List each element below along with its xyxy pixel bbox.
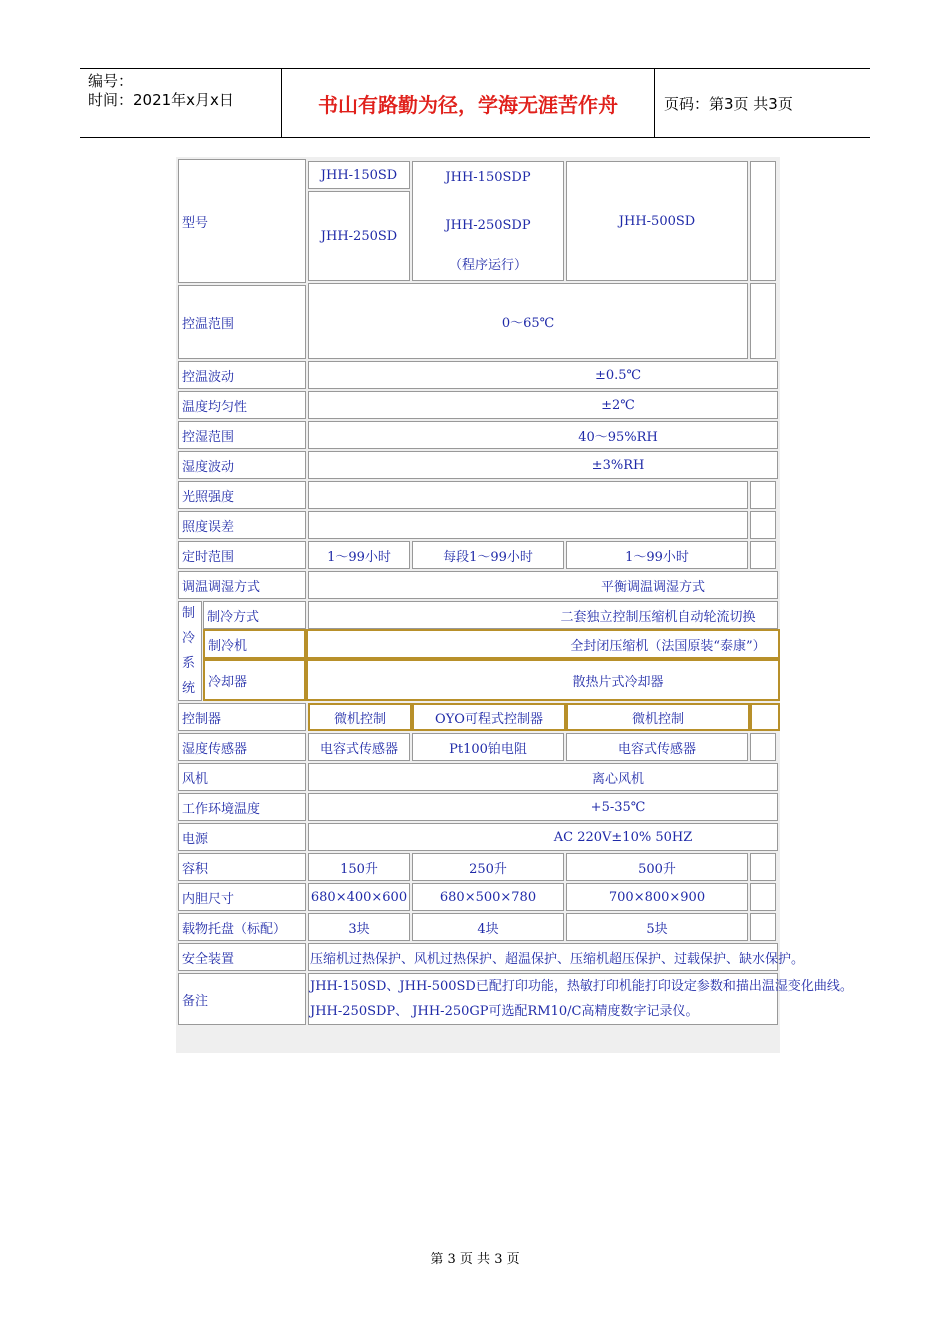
model-500sd: JHH-500SD xyxy=(566,161,748,281)
header-left xyxy=(88,69,278,140)
row-label-temp-fluct: 控温波动 xyxy=(178,361,306,389)
row-label-model: 型号 xyxy=(178,159,306,283)
row-label-trays: 载物托盘（标配） xyxy=(178,913,306,941)
volume-value-2: 250升 xyxy=(412,853,564,881)
row-label-power: 电源 xyxy=(178,823,306,851)
volume-value-3: 500升 xyxy=(566,853,748,881)
cooling-sys-char: 统 xyxy=(182,681,196,696)
timer-value-1: 1～99小时 xyxy=(308,541,410,569)
header-divider xyxy=(654,69,655,137)
row-label-temp-uniform: 温度均匀性 xyxy=(178,391,306,419)
cooling-sys-char: 制 xyxy=(182,606,196,621)
cooling-sys-char: 冷 xyxy=(182,631,196,646)
sensor-value-1: 电容式传感器 xyxy=(308,733,410,761)
fan-value: 离心风机 xyxy=(308,763,778,791)
controller-value-3: 微机控制 xyxy=(566,703,750,731)
empty-cell xyxy=(750,853,776,881)
empty-cell xyxy=(750,733,776,761)
hum-fluct-value: ±3%RH xyxy=(308,451,778,479)
empty-cell xyxy=(750,161,776,281)
row-label-temp-range: 控温范围 xyxy=(178,285,306,359)
model-250sdp: JHH-250SDP xyxy=(445,217,531,233)
cooling-mode-value: 二套独立控制压缩机自动轮流切换 xyxy=(308,601,778,629)
number-label: 编号： xyxy=(88,72,134,90)
controller-value-2: OYO可程式控制器 xyxy=(412,703,566,731)
row-label-inner-size: 内胆尺寸 xyxy=(178,883,306,911)
tray-value-2: 4块 xyxy=(412,913,564,941)
spec-table xyxy=(176,157,853,1053)
cooler-value: 散热片式冷却器 xyxy=(306,659,780,701)
empty-cell xyxy=(750,481,776,509)
cooling-sys-char: 系 xyxy=(182,656,196,671)
empty-cell xyxy=(750,283,776,359)
row-label-env-temp: 工作环境温度 xyxy=(178,793,306,821)
power-value: AC 220V±10% 50HZ xyxy=(308,823,778,851)
model-150sdp: JHH-150SDP xyxy=(445,169,531,185)
row-label-light: 光照强度 xyxy=(178,481,306,509)
note-value xyxy=(308,973,853,1025)
model-150sd: JHH-150SD xyxy=(308,161,410,189)
temp-range-value: 0～65℃ xyxy=(308,283,748,359)
empty-cell xyxy=(750,511,776,539)
light-error-value xyxy=(308,511,748,539)
row-label-hum-range: 控湿范围 xyxy=(178,421,306,449)
time-label: 时间：2021年x月x日 xyxy=(88,91,234,109)
light-value xyxy=(308,481,748,509)
temp-uniform-value: ±2℃ xyxy=(308,391,778,419)
note-line: JHH-150SD、JHH-500SD已配打印功能，热敏打印机能打印设定参数和描出温湿变化曲线。 xyxy=(310,979,853,994)
sensor-value-2: Pt100铂电阻 xyxy=(412,733,564,761)
header-motto: 书山有路勤为径，学海无涯苦作舟 xyxy=(318,92,618,117)
tray-value-1: 3块 xyxy=(308,913,410,941)
adjust-value: 平衡调温调湿方式 xyxy=(308,571,778,599)
temp-fluct-value: ±0.5℃ xyxy=(308,361,778,389)
row-label-safety: 安全装置 xyxy=(178,943,306,971)
row-label-fan: 风机 xyxy=(178,763,306,791)
empty-cell xyxy=(750,913,776,941)
header-page-info: 页码：第3页 共3页 xyxy=(664,94,793,113)
inner-size-value-2: 680×500×780 xyxy=(412,883,564,911)
row-label-cooling-system xyxy=(178,601,202,701)
row-label-sensor: 湿度传感器 xyxy=(178,733,306,761)
model-program: （程序运行） xyxy=(448,257,527,273)
model-sdp-cell xyxy=(412,161,564,281)
env-temp-value: +5-35℃ xyxy=(308,793,778,821)
safety-value: 压缩机过热保护、风机过热保护、超温保护、压缩机超压保护、过载保护、缺水保护。 xyxy=(308,943,778,971)
timer-value-3: 1～99小时 xyxy=(566,541,748,569)
page-header xyxy=(80,68,870,138)
row-label-note: 备注 xyxy=(178,973,306,1025)
hum-range-value: 40～95%RH xyxy=(308,421,778,449)
inner-size-value-1: 680×400×600 xyxy=(308,883,410,911)
empty-cell xyxy=(750,703,780,731)
row-label-cooling-mode: 制冷方式 xyxy=(203,601,306,629)
model-250sd: JHH-250SD xyxy=(308,191,410,281)
controller-value-1: 微机控制 xyxy=(308,703,412,731)
row-label-light-error: 照度误差 xyxy=(178,511,306,539)
row-label-timer: 定时范围 xyxy=(178,541,306,569)
compressor-value: 全封闭压缩机（法国原装“泰康”） xyxy=(306,629,780,659)
empty-cell xyxy=(750,883,776,911)
row-label-compressor: 制冷机 xyxy=(203,629,306,659)
timer-value-2: 每段1～99小时 xyxy=(412,541,564,569)
sensor-value-3: 电容式传感器 xyxy=(566,733,748,761)
page-footer: 第 3 页 共 3 页 xyxy=(430,1252,520,1267)
tray-value-3: 5块 xyxy=(566,913,748,941)
row-label-cooler: 冷却器 xyxy=(203,659,306,701)
row-label-controller: 控制器 xyxy=(178,703,306,731)
row-label-volume: 容积 xyxy=(178,853,306,881)
row-label-hum-fluct: 湿度波动 xyxy=(178,451,306,479)
note-line: JHH-250SDP、 JHH-250GP可选配RM10/C高精度数字记录仪。 xyxy=(310,1004,699,1019)
volume-value-1: 150升 xyxy=(308,853,410,881)
empty-cell xyxy=(750,541,776,569)
row-label-adjust: 调温调湿方式 xyxy=(178,571,306,599)
inner-size-value-3: 700×800×900 xyxy=(566,883,748,911)
